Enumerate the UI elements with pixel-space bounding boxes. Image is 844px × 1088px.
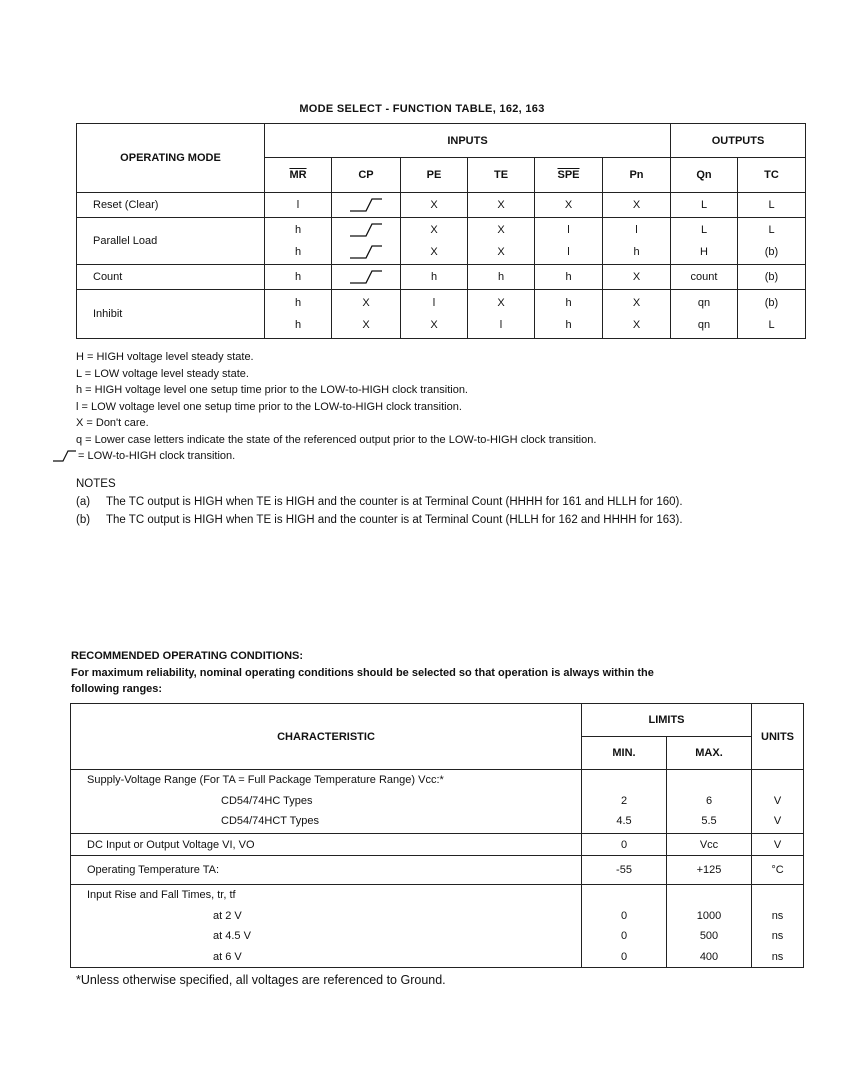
notes	[76, 475, 683, 529]
legend-item: h = HIGH voltage level one setup time prior to the LOW-to-HIGH clock transition.	[76, 384, 468, 396]
cell: l	[499, 319, 503, 331]
header-operating-mode: OPERATING MODE	[77, 124, 265, 193]
header-units: UNITS	[752, 704, 804, 770]
cell: 1000	[696, 909, 722, 922]
legend-item: X = Don't care.	[76, 417, 149, 429]
col-mr: $\overline{MR}$	[265, 158, 332, 193]
legend	[76, 349, 596, 465]
cell: h	[265, 265, 332, 290]
col-qn: Qn	[671, 158, 738, 193]
cell: h	[294, 319, 302, 331]
cell: X	[497, 224, 505, 236]
cell: 500	[699, 930, 719, 942]
cell: h	[633, 246, 640, 258]
cell: -55	[582, 856, 667, 885]
clock-rising-icon	[52, 449, 78, 463]
cell: h	[468, 265, 535, 290]
hc-types-label: CD54/74HC Types	[221, 794, 313, 807]
clock-rising-icon	[332, 193, 401, 218]
note-a-label: (a)	[76, 496, 91, 508]
cell: l	[432, 297, 436, 309]
condition: at 4.5 V	[213, 930, 251, 942]
cell: qn	[697, 319, 711, 331]
col-spe: $\overline{SPE}$	[535, 158, 603, 193]
header-min: MIN.	[582, 737, 667, 770]
cell: 5.5	[701, 815, 717, 827]
footnote: *Unless otherwise specified, all voltages are referenced to Ground.	[76, 973, 446, 987]
rise-fall-label: Input Rise and Fall Times, tr, tf	[87, 889, 236, 901]
cell: X	[468, 193, 535, 218]
hct-types-label: CD54/74HCT Types	[221, 815, 320, 827]
cell: X	[497, 246, 505, 258]
col-pn: Pn	[603, 158, 671, 193]
cell: 4.5	[616, 815, 632, 827]
header-characteristic: CHARACTERISTIC	[71, 704, 582, 770]
cell: X	[632, 297, 641, 309]
cell: ns	[771, 950, 784, 963]
cell: l	[567, 246, 570, 258]
cell: X	[632, 319, 641, 331]
supply-voltage-label: Supply-Voltage Range (For TA = Full Package Temperature Range) Vcc:*	[87, 774, 444, 786]
cell: 0	[582, 834, 667, 856]
cell: X	[535, 193, 603, 218]
cell: X	[362, 319, 370, 331]
cell: 0	[620, 909, 628, 922]
cell: 2	[620, 794, 628, 807]
function-table-title: MODE SELECT - FUNCTION TABLE, 162, 163	[299, 103, 545, 115]
cell: 0	[620, 930, 628, 942]
cell: X	[603, 193, 671, 218]
col-cp: CP	[332, 158, 401, 193]
cell: +125	[667, 856, 752, 885]
operating-conditions-title: RECOMMENDED OPERATING CONDITIONS:	[71, 650, 304, 662]
operating-conditions-heading	[71, 648, 654, 698]
header-inputs: INPUTS	[265, 124, 671, 158]
cell: X	[430, 246, 438, 258]
cell: l	[635, 224, 638, 236]
cell: h	[294, 224, 302, 236]
legend-item: H = HIGH voltage level steady state.	[76, 351, 254, 363]
col-pe: PE	[401, 158, 468, 193]
cell: L	[768, 319, 775, 331]
cell: ns	[771, 930, 784, 942]
cell: 400	[699, 950, 719, 963]
cell: count	[671, 265, 738, 290]
mode-inhibit: Inhibit	[77, 290, 265, 339]
condition: at 2 V	[213, 909, 242, 922]
cell: h	[294, 297, 302, 309]
cell: h	[294, 246, 302, 258]
cell: ns	[771, 909, 784, 922]
cell: l	[265, 193, 332, 218]
mode-parallel-load: Parallel Load	[77, 218, 265, 265]
cell: X	[497, 297, 505, 309]
cell: °C	[752, 856, 804, 885]
cell: X	[430, 319, 438, 331]
col-te: TE	[468, 158, 535, 193]
operating-temp-label: Operating Temperature TA:	[71, 856, 582, 885]
cell: h	[401, 265, 468, 290]
cell: V	[752, 834, 804, 856]
legend-item: = LOW-to-HIGH clock transition.	[78, 450, 236, 462]
notes-title: NOTES	[76, 478, 116, 490]
cell: X	[430, 224, 438, 236]
cell: h	[565, 297, 572, 309]
clock-rising-icon	[332, 241, 400, 263]
cell: H	[700, 246, 708, 258]
header-max: MAX.	[667, 737, 752, 770]
header-outputs: OUTPUTS	[671, 124, 806, 158]
clock-rising-icon	[332, 265, 401, 290]
cell: X	[362, 297, 370, 309]
cell: L	[700, 224, 708, 236]
cell: (b)	[764, 246, 779, 258]
clock-rising-icon	[332, 219, 400, 241]
cell: V	[773, 794, 782, 807]
cell: (b)	[738, 265, 806, 290]
cell: l	[567, 224, 570, 236]
cell: Vcc	[667, 834, 752, 856]
note-b-text: The TC output is HIGH when TE is HIGH and the counter is at Terminal Count (HLLH for 162 and HHHH for 163).	[106, 514, 683, 526]
cell: qn	[697, 297, 711, 309]
mode-count: Count	[77, 265, 265, 290]
mode-reset: Reset (Clear)	[77, 193, 265, 218]
cell: (b)	[764, 297, 779, 309]
note-b-label: (b)	[76, 514, 91, 526]
legend-item: q = Lower case letters indicate the state of the referenced output prior to the LOW-to-HIGH clock transition.	[76, 433, 597, 446]
operating-conditions-table	[70, 703, 804, 968]
cell: 6	[705, 794, 713, 807]
dc-voltage-label: DC Input or Output Voltage VI, VO	[71, 834, 582, 856]
operating-conditions-subtitle-1: For maximum reliability, nominal operating conditions should be selected so that operation is always within the	[71, 666, 654, 679]
cell: V	[773, 815, 782, 827]
col-tc: TC	[738, 158, 806, 193]
condition: at 6 V	[213, 950, 242, 963]
operating-conditions-subtitle-2: following ranges:	[71, 683, 163, 695]
cell: h	[565, 319, 572, 331]
legend-item: L = LOW voltage level steady state.	[76, 367, 249, 380]
function-table	[76, 123, 806, 339]
cell: h	[535, 265, 603, 290]
cell: L	[768, 224, 775, 236]
cell: L	[738, 193, 806, 218]
cell: L	[671, 193, 738, 218]
cell: X	[603, 265, 671, 290]
cell: X	[401, 193, 468, 218]
legend-item: l = LOW voltage level one setup time prior to the LOW-to-HIGH clock transition.	[76, 400, 462, 413]
header-limits: LIMITS	[582, 704, 752, 737]
note-a-text: The TC output is HIGH when TE is HIGH and the counter is at Terminal Count (HHHH for 161 and HLLH for 160).	[106, 496, 683, 508]
cell: 0	[620, 950, 628, 963]
